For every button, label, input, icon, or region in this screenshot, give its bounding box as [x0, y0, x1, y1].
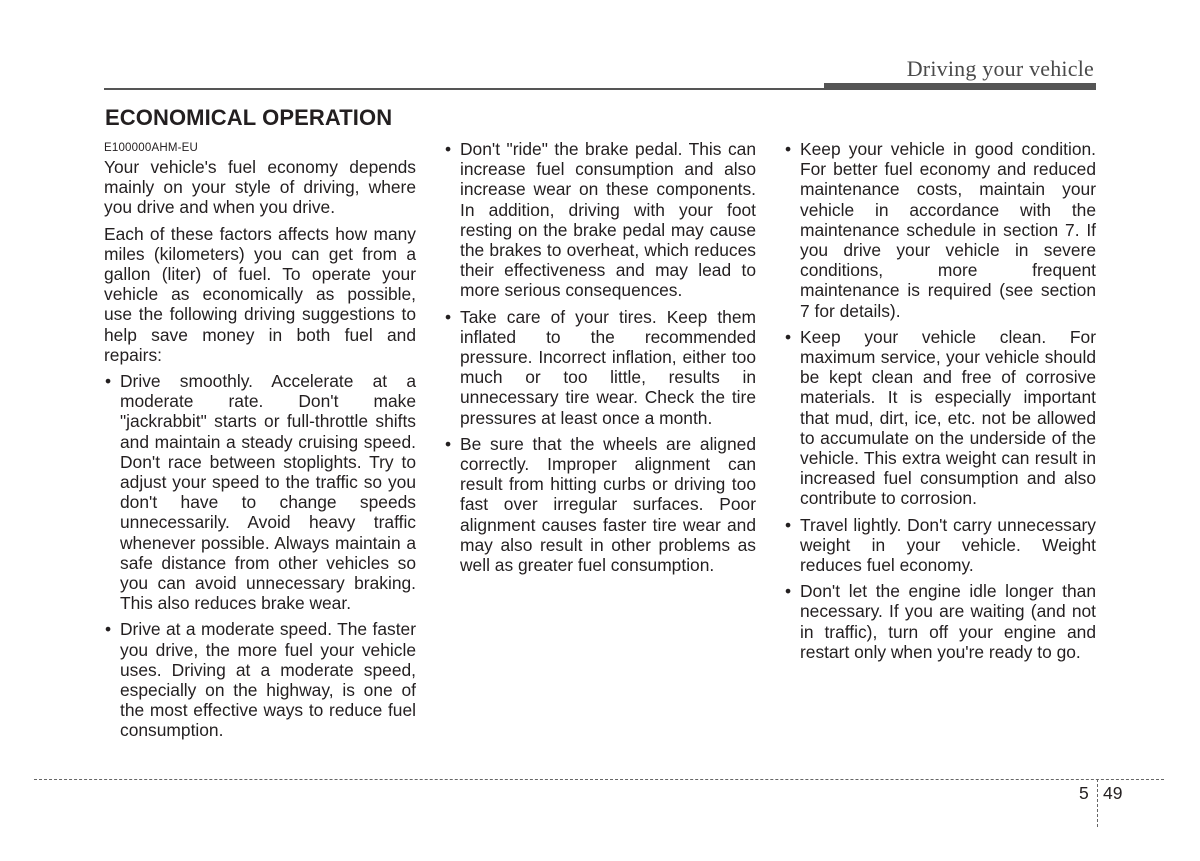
paragraph: Each of these factors affects how many miles (kilometers) you can get from a gallon (liter) of fuel. To operate your vehicle as economically as possible, use the following driving suggestions to help save money in both fuel and repairs: [104, 223, 416, 365]
paragraph: Your vehicle's fuel economy depends mainly on your style of driving, where you drive and when you drive. [104, 157, 416, 218]
list-item: • Don't let the engine idle longer than necessary. If you are waiting (and not in traffic), turn off your engine and restart only when you're ready to go. [784, 581, 1096, 662]
section-code: E100000AHM-EU [104, 142, 199, 154]
footer-rule [34, 779, 1164, 780]
chapter-number: 5 [1079, 783, 1089, 803]
list-item: • Drive smoothly. Accelerate at a moderate rate. Don't make "jackrabbit" starts or full-throttle shifts and maintain a steady cruising speed. Don't race between stoplights. Try to adjust your speed to the traffic so you don't have to change speeds unnecessarily. Avoid heavy traffic whenever possible. Always maintain a safe distance from other vehicles so you can avoid unnecessary braking. This also reduces brake wear. [104, 371, 416, 613]
tips-list [444, 139, 756, 575]
list-item: • Keep your vehicle clean. For maximum service, your vehicle should be kept clean and free of corrosive materials. It is especially important that mud, dirt, ice, etc. not be allowed to accumulate on the underside of the vehicle. This extra weight can result in increased fuel consumption and also contribute to corrosion. [784, 327, 1096, 509]
list-item: • Don't "ride" the brake pedal. This can increase fuel consumption and also increase wear on these components. In addition, driving with your foot resting on the brake pedal may cause the brakes to overheat, which reduces their effectiveness and may lead to more serious consequences. [444, 139, 756, 301]
header-rule-accent [824, 83, 1096, 90]
list-item: • Keep your vehicle in good condition. For better fuel economy and reduced maintenance costs, maintain your vehicle in accordance with the maintenance schedule in section 7. If you drive your vehicle in severe conditions, more frequent maintenance is required (see section 7 for details). [784, 139, 1096, 321]
list-item: • Drive at a moderate speed. The faster you drive, the more fuel your vehicle uses. Driving at a moderate speed, especially on the highway, is one of the most effective ways to reduce fuel consumption. [104, 619, 416, 740]
column-2 [444, 139, 756, 581]
page-number: 49 [1103, 783, 1123, 803]
list-item: • Be sure that the wheels are aligned correctly. Improper alignment can result from hitting curbs or driving too fast over irregular surfaces. Poor alignment causes faster tire wear and may also result in other problems as well as greater fuel consumption. [444, 434, 756, 575]
column-3 [784, 139, 1096, 668]
header-rule [104, 88, 824, 90]
tips-list [104, 371, 416, 741]
section-title: ECONOMICAL OPERATION [105, 105, 393, 130]
list-item: • Travel lightly. Don't carry unnecessary weight in your vehicle. Weight reduces fuel economy. [784, 515, 1096, 576]
running-header: Driving your vehicle [906, 56, 1094, 81]
column-1 [104, 138, 416, 747]
list-item: • Take care of your tires. Keep them inflated to the recommended pressure. Incorrect inflation, either too much or too little, results in unnecessary tire wear. Check the tire pressures at least once a month. [444, 307, 756, 428]
tips-list [784, 139, 1096, 662]
page-number-divider [1097, 779, 1098, 827]
